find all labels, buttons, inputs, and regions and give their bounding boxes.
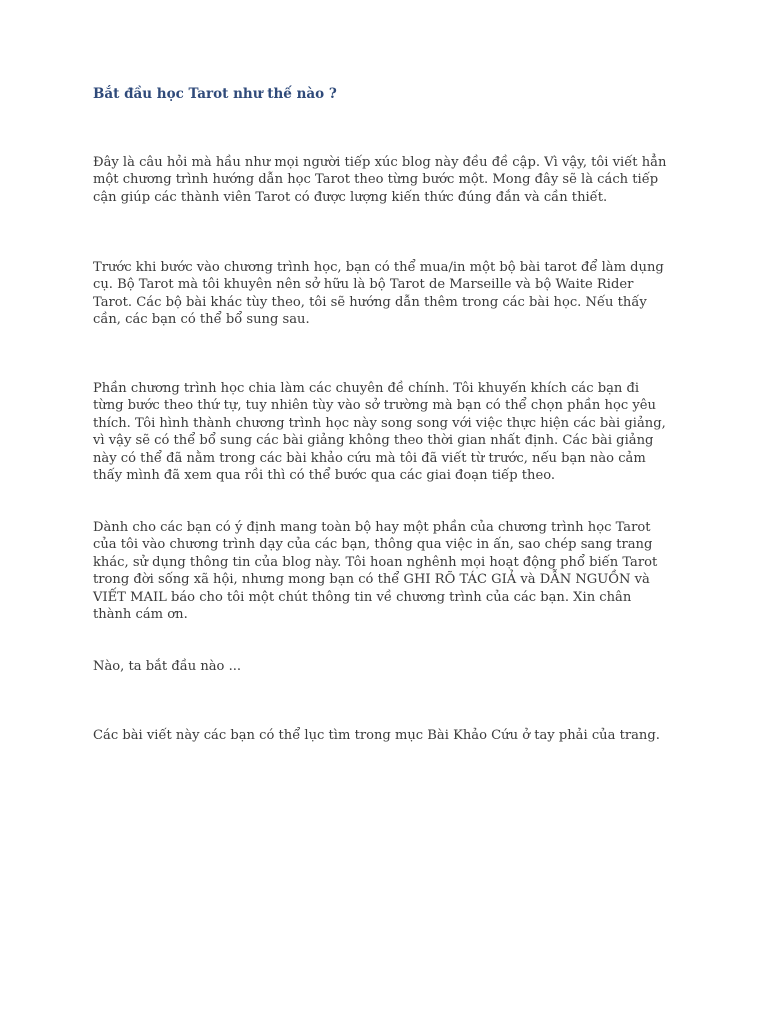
text-line: một chương trình hướng dẫn học Tarot theo từng bước một. Mong đây sẽ là cách tiếp <box>93 172 659 188</box>
paragraph-tarot-deck <box>93 259 683 329</box>
page-title: Bắt đầu học Tarot như thế nào ? <box>93 86 337 102</box>
text-line: khác, sử dụng thông tin của blog này. Tôi hoan nghênh mọi hoạt động phổ biến Tarot <box>93 554 658 570</box>
text-line: cần, các bạn có thể bổ sung sau. <box>93 312 310 328</box>
paragraph-program-structure <box>93 380 683 484</box>
text-line: Đây là câu hỏi mà hầu như mọi người tiếp xúc blog này đều đề cập. Vì vậy, tôi viết hẳn <box>93 155 667 170</box>
paragraph-lets-begin <box>93 658 683 675</box>
text-line: Tarot. Các bộ bài khác tùy theo, tôi sẽ hướng dẫn thêm trong các bài học. Nếu thấy <box>93 294 647 310</box>
text-line: thấy mình đã xem qua rồi thì có thể bước qua các giai đoạn tiếp theo. <box>93 468 556 484</box>
paragraph-usage-notice <box>93 519 683 623</box>
text-line: Phần chương trình học chia làm các chuyên đề chính. Tôi khuyến khích các bạn đi <box>93 381 640 396</box>
text-line: vì vậy sẽ có thể bổ sung các bài giảng không theo thời gian nhất định. Các bài giảng <box>93 433 654 449</box>
text-line: cụ. Bộ Tarot mà tôi khuyên nên sở hữu là bộ Tarot de Marseille và bộ Waite Rider <box>93 277 634 293</box>
paragraph-where-to-find <box>93 727 683 744</box>
text-line: Nào, ta bắt đầu nào ... <box>93 659 242 674</box>
text-line: cận giúp các thành viên Tarot có được lượng kiến thức đúng đắn và cần thiết. <box>93 189 608 205</box>
text-line: từng bước theo thứ tự, tuy nhiên tùy vào sở trường mà bạn có thể chọn phần học yêu <box>93 398 656 414</box>
text-line: của tôi vào chương trình dạy của các bạn, thông qua việc in ấn, sao chép sang trang <box>93 537 653 553</box>
paragraph-intro <box>93 154 683 206</box>
text-line: thích. Tôi hình thành chương trình học này song song với việc thực hiện các bài giảng, <box>93 415 666 431</box>
text-line: Trước khi bước vào chương trình học, bạn có thể mua/in một bộ bài tarot để làm dụng <box>93 260 664 275</box>
text-line: Các bài viết này các bạn có thể lục tìm trong mục Bài Khảo Cứu ở tay phải của trang. <box>93 728 660 743</box>
text-line: này có thể đã nằm trong các bài khảo cứu mà tôi đã viết từ trước, nếu bạn nào cảm <box>93 450 646 466</box>
text-line: VIẾT MAIL báo cho tôi một chút thông tin về chương trình của các bạn. Xin chân <box>93 589 632 605</box>
text-line: thành cám ơn. <box>93 607 188 623</box>
text-line: trong đời sống xã hội, nhưng mong bạn có thể GHI RÕ TÁC GIẢ và DẪN NGUỒN và <box>93 572 650 588</box>
text-line: Dành cho các bạn có ý định mang toàn bộ hay một phần của chương trình học Tarot <box>93 520 651 535</box>
